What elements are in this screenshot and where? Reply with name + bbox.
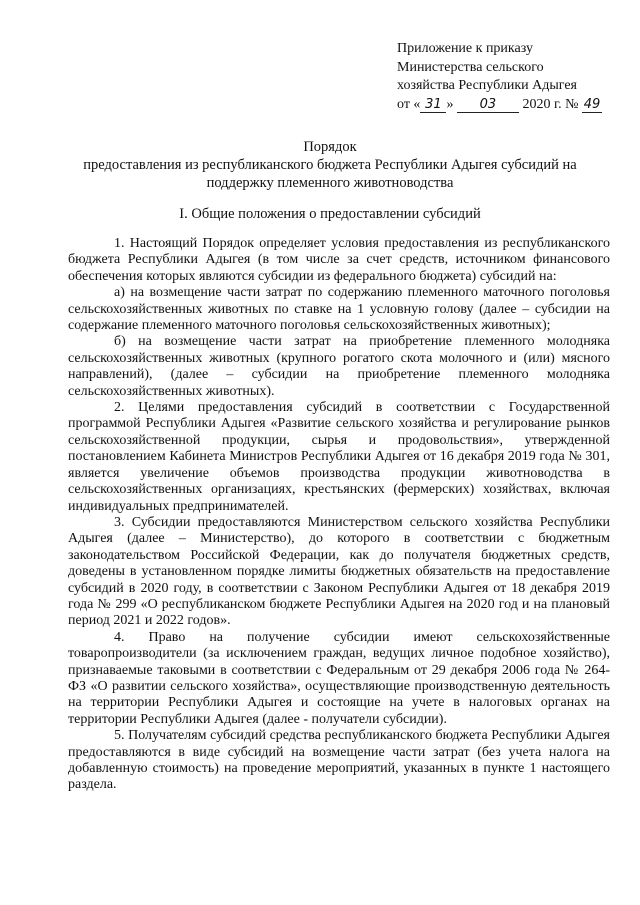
paragraph-5: 5. Получателям субсидий средства республиканского бюджета Республики Адыгея предоставляются в виде субсидий на возмещение части затрат (без учета налога на добавленную стоимость) на проведение мероприятий, указанных в пункте 1 настоящего раздела. <box>68 728 610 793</box>
date-day: 31 <box>420 97 446 113</box>
document-body <box>68 236 610 794</box>
paragraph-1a: а) на возмещение части затрат по содержанию племенного маточного поголовья сельскохозяйственных животных по ставке на 1 условную голову (далее – субсидии на содержание племенного маточного поголовья сельскохозяйственных животных); <box>68 285 610 334</box>
document-title <box>60 138 600 192</box>
header-line-2: Министерства сельского <box>397 59 544 75</box>
header-date-line <box>397 96 627 115</box>
title-line-1: Порядок <box>303 139 357 155</box>
appendix-header <box>397 40 627 114</box>
section-heading: I. Общие положения о предоставлении субсидий <box>179 206 481 222</box>
paragraph-2: 2. Целями предоставления субсидий в соответствии с Государственной программой Республики Адыгея «Развитие сельского хозяйства и регулирование рынков сельскохозяйственной продукции, сырья и продовольствия», утвержденной постановлением Кабинета Министров Республики Адыгея от 16 декабря 2019 года № 301, является увеличение объемов производства продукции животноводства в сельскохозяйственных организациях, крестьянских (фермерских) хозяйствах, включая индивидуальных предпринимателей. <box>68 400 610 514</box>
date-year: 2020 г. № <box>522 96 579 112</box>
title-line-3: поддержку племенного животноводства <box>206 175 454 191</box>
paragraph-1: 1. Настоящий Порядок определяет условия предоставления из республиканского бюджета Республики Адыгея (в том числе за счет средств, источником финансового обеспечения которых являются субсидии из федерального бюджета) субсидий на: <box>68 236 610 284</box>
order-number: 49 <box>583 96 601 112</box>
header-line-1: Приложение к приказу <box>397 41 533 56</box>
date-month: 03 <box>457 97 519 113</box>
paragraph-3: 3. Субсидии предоставляются Министерством сельского хозяйства Республики Адыгея (далее – Министерство), до которого в соответствии с бюджетным законодательством Российской Федерации, как до получателя бюджетных средств, доведены в установленном порядке лимиты бюджетных обязательств на предоставление субсидий в 2020 году, в соответствии с Законом Республики Адыгея от 18 декабря 2019 года № 299 «О республиканском бюджете Республики Адыгея на 2020 год и на плановый период 2021 и 2022 годов». <box>68 514 610 629</box>
date-mid: » <box>446 96 454 112</box>
date-prefix: от « <box>397 96 421 112</box>
header-line-3: хозяйства Республики Адыгея <box>397 78 577 93</box>
title-line-2: предоставления из республиканского бюджета Республики Адыгея субсидий на <box>83 157 577 173</box>
paragraph-1b: б) на возмещение части затрат на приобретение племенного молодняка сельскохозяйственных животных (крупного рогатого скота молочного и (или) мясного направлений), (далее – субсидии на приобретение племенного молодняка сельскохозяйственных животных). <box>68 334 610 399</box>
paragraph-4: 4. Право на получение субсидии имеют сельскохозяйственные товаропроизводители (за исключением граждан, ведущих личное подобное хозяйство), признаваемые таковыми в соответствии с Федеральным от 29 декабря 2006 года № 264-ФЗ «О развитии сельского хозяйства», осуществляющие производственную деятельность на территории Республики Адыгея и состоящие на учете в налоговых органах на территории Республики Адыгея (далее - получатели субсидии). <box>68 629 610 727</box>
